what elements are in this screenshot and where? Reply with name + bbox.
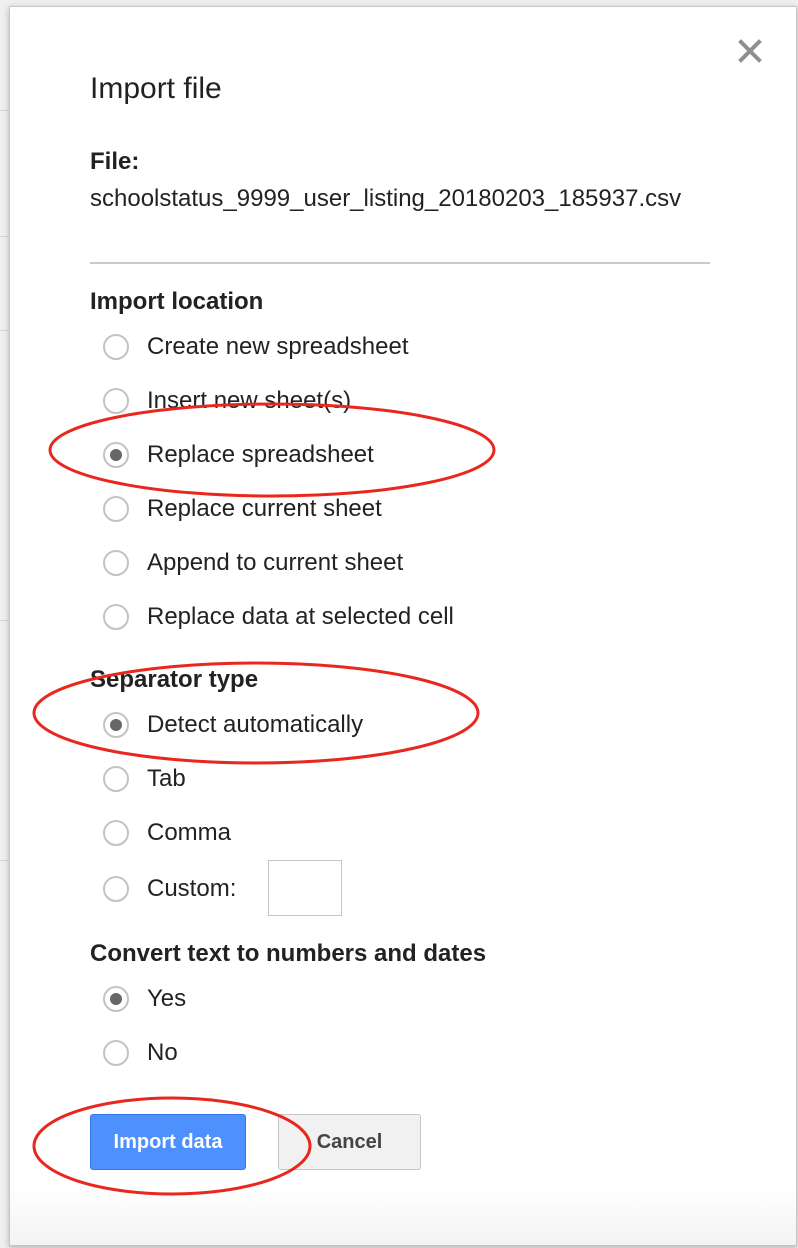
divider <box>90 262 710 264</box>
close-icon[interactable] <box>737 38 763 64</box>
radio-insert-new-sheets[interactable] <box>103 384 351 418</box>
radio-button-selected[interactable] <box>103 986 129 1012</box>
radio-comma[interactable] <box>103 816 231 850</box>
radio-label: Tab <box>147 765 186 792</box>
radio-label: Replace spreadsheet <box>147 441 374 468</box>
radio-label: Replace data at selected cell <box>147 603 454 630</box>
radio-tab[interactable] <box>103 762 186 796</box>
radio-detect-automatically[interactable] <box>103 708 363 742</box>
radio-convert-no[interactable] <box>103 1036 178 1070</box>
radio-create-new-spreadsheet[interactable] <box>103 330 409 364</box>
radio-label: Detect automatically <box>147 711 364 738</box>
radio-label: No <box>147 1039 178 1066</box>
dialog-footer-fade <box>10 1185 796 1245</box>
import-data-button[interactable]: Import data <box>90 1114 246 1170</box>
file-name: schoolstatus_9999_user_listing_20180203_185937.csv <box>90 185 682 212</box>
radio-replace-spreadsheet[interactable] <box>103 438 374 472</box>
radio-label: Append to current sheet <box>147 549 404 576</box>
radio-custom[interactable] <box>103 872 236 906</box>
radio-dot <box>110 993 122 1005</box>
radio-label: Insert new sheet(s) <box>147 387 352 414</box>
file-label: File: <box>90 148 140 175</box>
radio-dot <box>110 449 122 461</box>
radio-replace-current-sheet[interactable] <box>103 492 382 526</box>
radio-button[interactable] <box>103 820 129 846</box>
radio-button[interactable] <box>103 604 129 630</box>
radio-button[interactable] <box>103 876 129 902</box>
cancel-button[interactable]: Cancel <box>278 1114 421 1170</box>
dialog-title: Import file <box>90 72 222 105</box>
radio-convert-yes[interactable] <box>103 982 186 1016</box>
radio-label: Custom: <box>147 875 237 902</box>
import-location-label: Import location <box>90 288 264 315</box>
convert-text-label: Convert text to numbers and dates <box>90 940 487 967</box>
radio-label: Replace current sheet <box>147 495 382 522</box>
radio-label: Create new spreadsheet <box>147 333 409 360</box>
radio-button[interactable] <box>103 388 129 414</box>
radio-button[interactable] <box>103 550 129 576</box>
radio-label: Comma <box>147 819 232 846</box>
radio-button[interactable] <box>103 334 129 360</box>
radio-button[interactable] <box>103 1040 129 1066</box>
radio-button[interactable] <box>103 766 129 792</box>
radio-append-to-current-sheet[interactable] <box>103 546 403 580</box>
radio-button-selected[interactable] <box>103 442 129 468</box>
radio-button[interactable] <box>103 496 129 522</box>
radio-replace-data-at-selected-cell[interactable] <box>103 600 454 634</box>
radio-dot <box>110 719 122 731</box>
custom-separator-input[interactable] <box>268 860 342 916</box>
radio-button-selected[interactable] <box>103 712 129 738</box>
radio-label: Yes <box>147 985 187 1012</box>
separator-type-label: Separator type <box>90 666 259 693</box>
